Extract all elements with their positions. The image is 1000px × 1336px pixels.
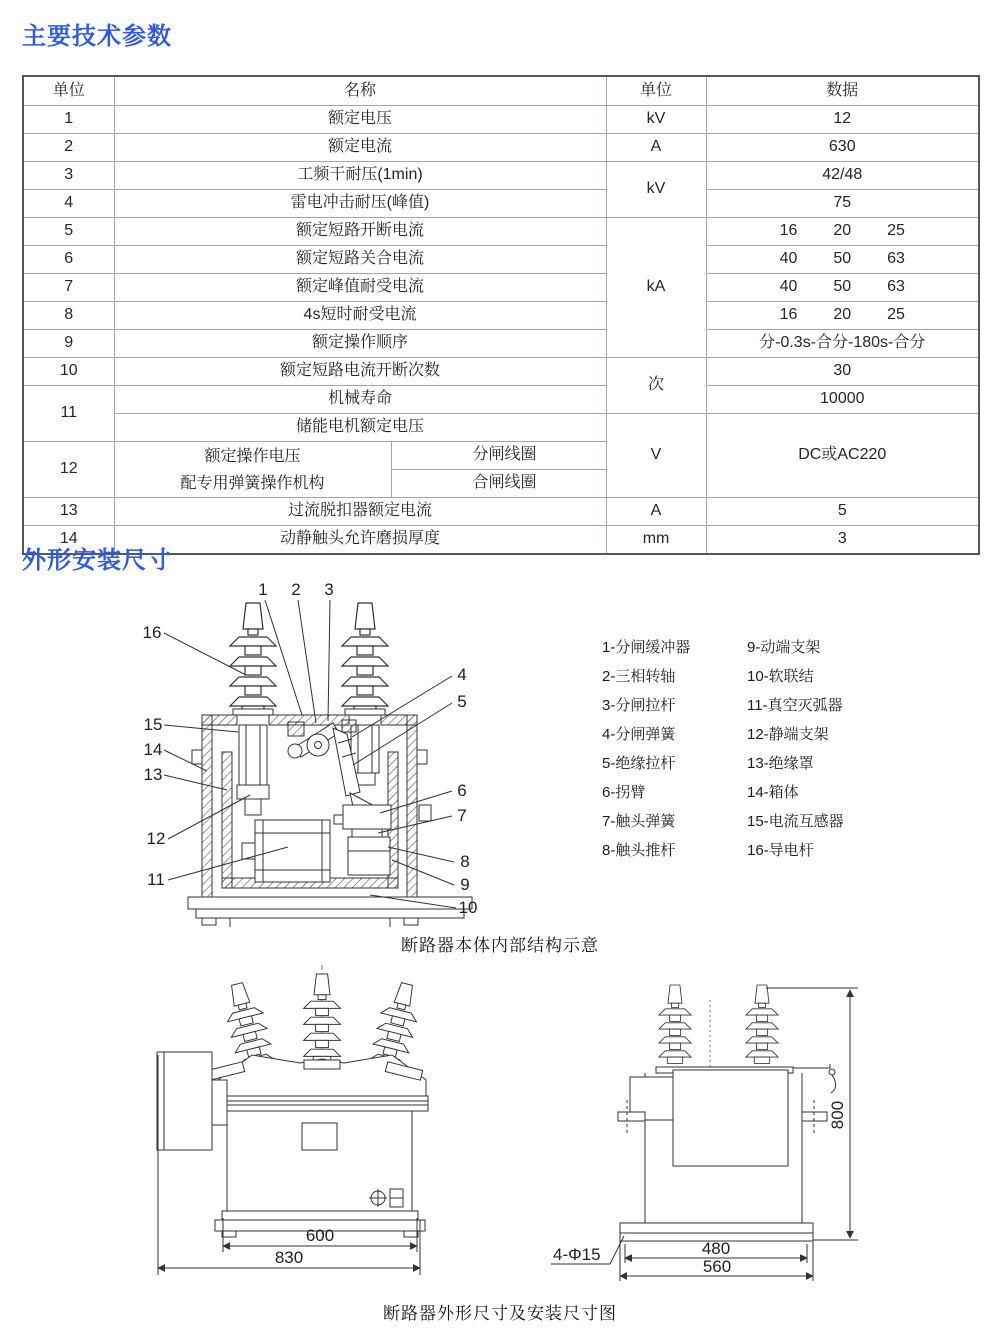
row-data: 30	[706, 358, 979, 386]
value: 63	[887, 250, 905, 268]
row-name-line: 配专用弹簧操作机构	[180, 474, 325, 492]
figure1-caption: 断路器本体内部结构示意	[401, 936, 599, 955]
row-no-merged: 12	[23, 442, 114, 498]
table-row	[23, 190, 979, 218]
table-row	[23, 330, 979, 358]
row-name: 4s短时耐受电流	[114, 302, 606, 330]
legend-column-2	[747, 633, 907, 865]
section-title-parameters: 主要技术参数	[22, 23, 172, 50]
table-row	[23, 218, 979, 246]
table-row	[23, 386, 979, 414]
row-name: 额定操作顺序	[114, 330, 606, 358]
callout-3: 3	[324, 580, 334, 599]
row-no: 14	[23, 526, 114, 555]
value: 40	[779, 250, 798, 268]
row-subcell: 合闸线圈	[391, 470, 606, 498]
callout-7: 7	[457, 806, 467, 825]
callout-12: 12	[146, 829, 166, 848]
dim-holes-label: 4-Φ15	[553, 1245, 601, 1264]
top-cover	[207, 1055, 426, 1096]
insulator-right	[746, 985, 778, 1063]
row-name-line: 额定操作电压	[204, 447, 301, 465]
table-row	[23, 162, 979, 190]
legend-item: 4-分闸弹簧	[602, 726, 676, 743]
table-header-row	[23, 76, 979, 106]
legend-item: 10-软联结	[747, 668, 814, 685]
row-no-merged: 11	[23, 386, 114, 442]
row-unit-merged: 次	[606, 358, 706, 414]
value: 25	[887, 222, 905, 240]
row-name: 额定峰值耐受电流	[114, 274, 606, 302]
row-no: 5	[23, 218, 114, 246]
row-no: 3	[23, 162, 114, 190]
callout-5: 5	[457, 692, 467, 711]
row-unit: kV	[606, 106, 706, 134]
row-data: 3	[706, 526, 979, 555]
row-no: 2	[23, 134, 114, 162]
figure-side-view	[540, 960, 890, 1300]
row-name: 动静触头允许磨损厚度	[114, 526, 606, 555]
value: 20	[833, 306, 852, 324]
table-row	[23, 134, 979, 162]
legend-item: 16-导电杆	[747, 842, 814, 859]
legend-item: 1-分闸缓冲器	[602, 639, 691, 656]
dim-830-label: 830	[274, 1248, 304, 1267]
row-no: 1	[23, 106, 114, 134]
dim-600-label: 600	[305, 1226, 335, 1245]
value: 16	[779, 306, 798, 324]
row-no: 9	[23, 330, 114, 358]
figure2-caption: 断路器外形尺寸及安装尺寸图	[383, 1304, 617, 1323]
legend-item: 12-静端支架	[747, 726, 829, 743]
row-data-trio	[707, 306, 979, 324]
legend-item: 7-触头弹簧	[602, 813, 676, 830]
dim-560-label: 560	[702, 1257, 732, 1276]
row-name: 雷电冲击耐压(峰值)	[114, 190, 606, 218]
callout-13: 13	[143, 765, 163, 784]
row-name: 额定短路电流开断次数	[114, 358, 606, 386]
header-name: 名称	[114, 76, 606, 106]
bushing-left	[230, 603, 276, 715]
contact-assembly	[334, 805, 391, 875]
callout-14: 14	[143, 740, 163, 759]
legend-item: 15-电流互感器	[747, 813, 844, 830]
insulator-center	[304, 974, 341, 1064]
vacuum-interrupter	[242, 820, 330, 882]
value: 25	[887, 306, 905, 324]
value: 16	[779, 222, 798, 240]
row-data: 分-0.3s-合分-180s-合分	[706, 330, 979, 358]
parameters-table	[22, 75, 980, 555]
row-name: 额定短路关合电流	[114, 246, 606, 274]
legend-item: 8-触头推杆	[602, 842, 676, 859]
row-name: 额定电流	[114, 134, 606, 162]
header-unit: 单位	[606, 76, 706, 106]
row-name: 储能电机额定电压	[114, 414, 606, 442]
side-cabinet	[157, 1052, 227, 1150]
row-data: 75	[706, 190, 979, 218]
row-unit: mm	[606, 526, 706, 555]
row-name: 机械寿命	[114, 386, 606, 414]
table-row	[23, 302, 979, 330]
table-row	[23, 358, 979, 386]
row-no: 8	[23, 302, 114, 330]
dim-800-label: 800	[828, 1100, 847, 1130]
callout-16: 16	[142, 623, 162, 642]
bushing-right	[342, 603, 388, 715]
row-data: 630	[706, 134, 979, 162]
legend-item: 6-拐臂	[602, 784, 646, 801]
lifting-hook	[793, 1064, 836, 1093]
legend-column-1	[602, 633, 747, 865]
row-no: 13	[23, 498, 114, 526]
dimension-holes	[551, 1236, 624, 1264]
legend-item: 14-箱体	[747, 784, 799, 801]
current-transformer-left	[237, 725, 269, 815]
table-row	[23, 414, 979, 442]
row-unit: A	[606, 134, 706, 162]
legend-item: 3-分闸拉杆	[602, 697, 676, 714]
legend-item: 9-动端支架	[747, 639, 821, 656]
value: 50	[833, 278, 852, 296]
callout-2: 2	[291, 580, 301, 599]
row-no: 10	[23, 358, 114, 386]
row-no: 4	[23, 190, 114, 218]
row-data: 10000	[706, 386, 979, 414]
row-name: 额定短路开断电流	[114, 218, 606, 246]
callout-6: 6	[457, 781, 467, 800]
row-unit-merged: V	[606, 414, 706, 498]
tank-body	[618, 1067, 827, 1223]
row-no: 7	[23, 274, 114, 302]
row-name: 工频干耐压(1min)	[114, 162, 606, 190]
value: 63	[887, 278, 905, 296]
value: 40	[779, 278, 798, 296]
figure-internal-structure	[130, 575, 530, 935]
value: 20	[833, 222, 852, 240]
legend-item: 13-绝缘罩	[747, 755, 814, 772]
callout-9: 9	[460, 875, 470, 894]
callout-1: 1	[258, 580, 268, 599]
table-row	[23, 106, 979, 134]
legend-item: 2-三相转轴	[602, 668, 676, 685]
callout-4: 4	[457, 665, 467, 684]
row-unit-merged: kV	[606, 162, 706, 218]
row-data: 42/48	[706, 162, 979, 190]
callout-11: 11	[147, 870, 165, 889]
legend-item: 5-绝缘拉杆	[602, 755, 676, 772]
row-data-merged: DC或AC220	[706, 414, 979, 498]
row-data-trio	[707, 222, 979, 240]
section-title-dimensions: 外形安装尺寸	[22, 547, 172, 574]
callout-10: 10	[458, 898, 478, 917]
table-row	[23, 274, 979, 302]
row-no: 6	[23, 246, 114, 274]
row-data-trio	[707, 250, 979, 268]
row-data-trio	[707, 278, 979, 296]
row-unit-merged: kA	[606, 218, 706, 358]
row-data: 12	[706, 106, 979, 134]
figure-front-view	[150, 960, 480, 1290]
parts-legend	[602, 633, 907, 865]
table-row	[23, 498, 979, 526]
row-subcell: 分闸线圈	[391, 442, 606, 470]
dim-480-label: 480	[701, 1239, 731, 1258]
row-name: 额定电压	[114, 106, 606, 134]
header-no: 单位	[23, 76, 114, 106]
row-unit: A	[606, 498, 706, 526]
row-name-two-line	[114, 442, 391, 498]
insulator-left	[659, 985, 691, 1063]
header-data: 数据	[706, 76, 979, 106]
callout-8: 8	[460, 852, 470, 871]
row-data: 5	[706, 498, 979, 526]
callout-15: 15	[143, 715, 163, 734]
value: 50	[833, 250, 852, 268]
table-row	[23, 246, 979, 274]
row-name: 过流脱扣器额定电流	[114, 498, 606, 526]
base-frame	[188, 897, 472, 927]
legend-item: 11-真空灭弧器	[747, 697, 843, 714]
